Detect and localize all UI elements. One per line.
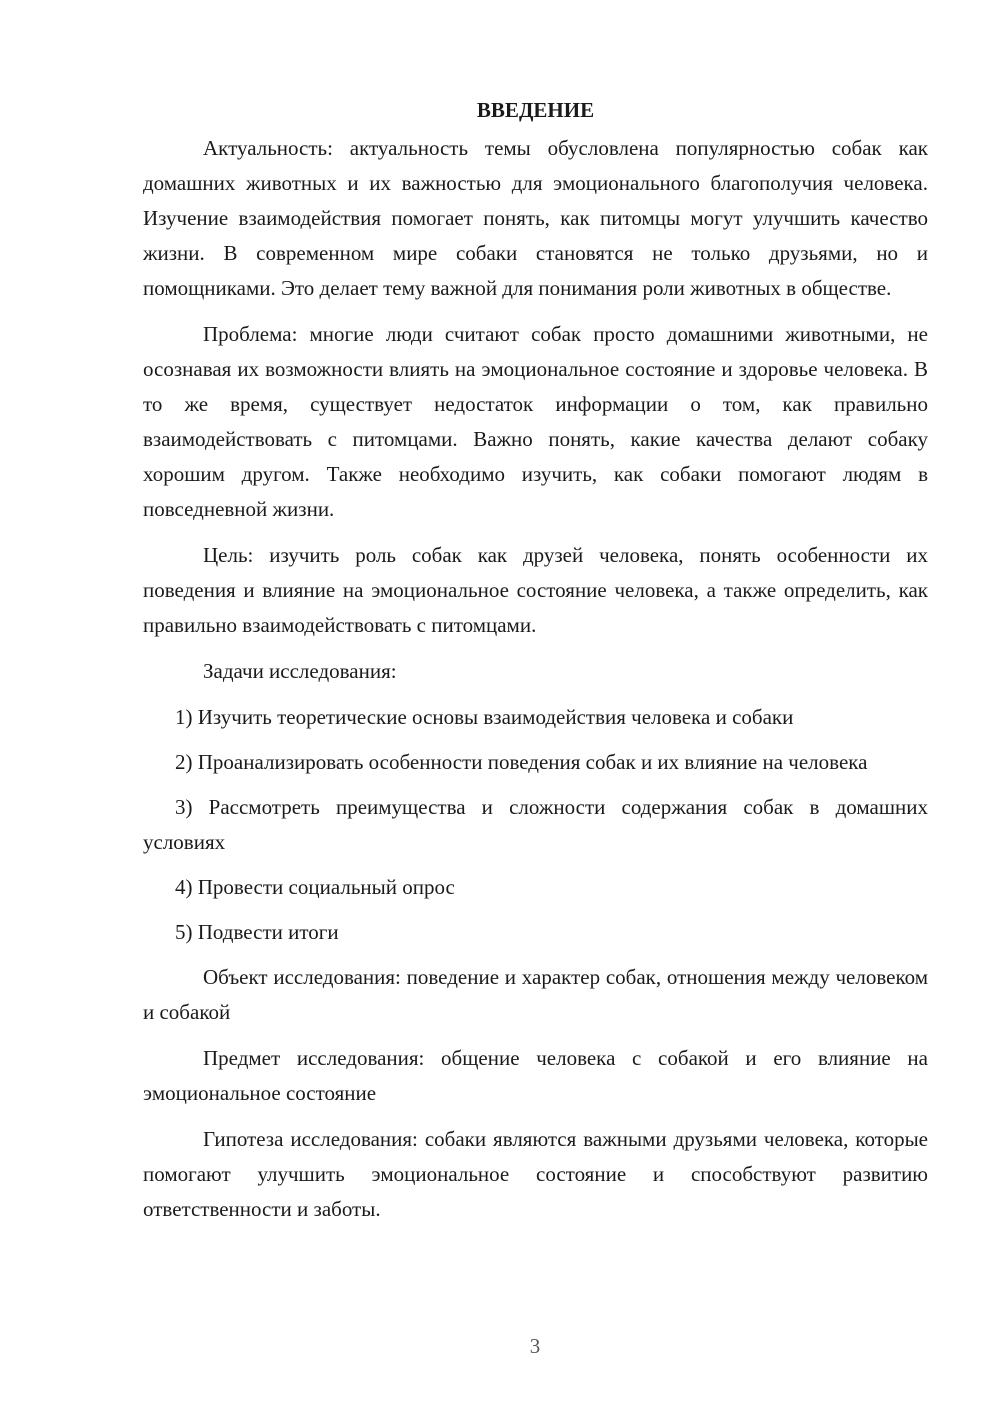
paragraph-object: Объект исследования: поведение и характер собак, отношения между человеком и собакой	[143, 965, 928, 1024]
paragraph-hypothesis: Гипотеза исследования: собаки являются важными друзьями человека, которые помогают улучшить эмоциональное состояние и способствуют развитию ответственности и заботы.	[143, 1127, 928, 1221]
task-item-2: 2) Проанализировать особенности поведения собак и их влияние на человека	[175, 750, 868, 774]
task-item-4: 4) Провести социальный опрос	[175, 875, 455, 899]
page-title: ВВЕДЕНИЕ	[476, 98, 595, 122]
task-item-3: 3) Рассмотреть преимущества и сложности содержания собак в домашних условиях	[143, 795, 928, 854]
paragraph-goal: Цель: изучить роль собак как друзей человека, понять особенности их поведения и влияние на эмоциональное состояние человека, а также определить, как правильно взаимодействовать с питомцами.	[143, 543, 928, 637]
paragraph-relevance: Актуальность: актуальность темы обусловлена популярностью собак как домашних животных и их важностью для эмоционального благополучия человека. Изучение взаимодействия помогает понять, как питомцы могут улучшить качество жизни. В современном мире собаки становятся не только друзьями, но и помощниками. Это делает тему важной для понимания роли животных в обществе.	[143, 136, 928, 300]
document-page	[143, 92, 928, 1238]
paragraph-subject: Предмет исследования: общение человека с собакой и его влияние на эмоциональное состояние	[143, 1046, 928, 1105]
tasks-heading: Задачи исследования:	[203, 659, 397, 683]
task-item-1: 1) Изучить теоретические основы взаимодействия человека и собаки	[175, 705, 794, 729]
page-number: 3	[529, 1334, 541, 1358]
paragraph-problem: Проблема: многие люди считают собак просто домашними животными, не осознавая их возможности влиять на эмоциональное состояние и здоровье человека. В то же время, существует недостаток информации о том, как правильно взаимодействовать с питомцами. Важно понять, какие качества делают собаку хорошим другом. Также необходимо изучить, как собаки помогают людям в повседневной жизни.	[143, 322, 928, 521]
task-item-5: 5) Подвести итоги	[175, 920, 339, 944]
